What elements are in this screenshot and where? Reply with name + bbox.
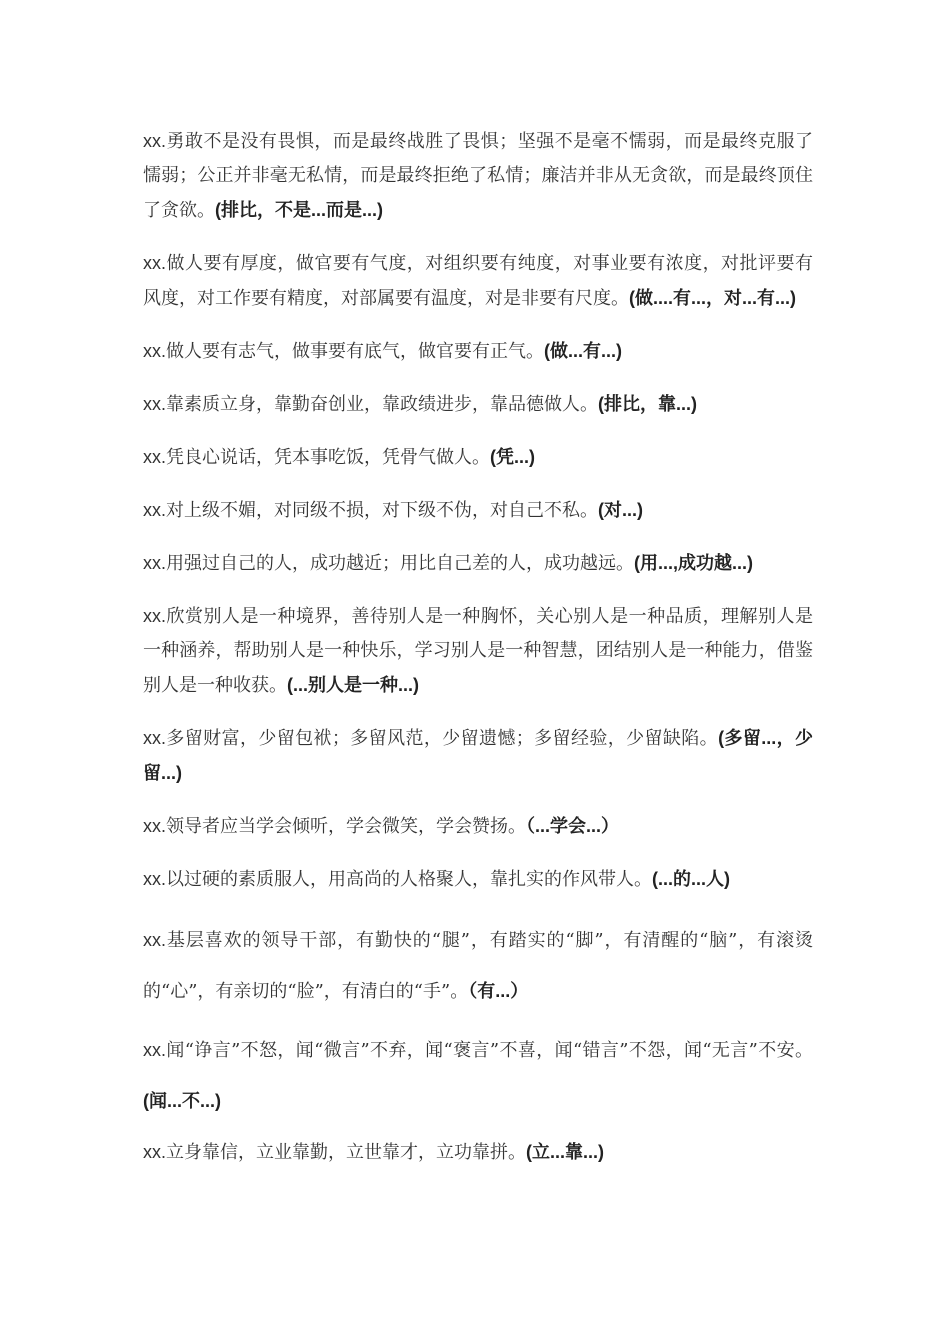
item-number: xx.: [143, 447, 167, 467]
item-pattern-tag: (多留...，少留...): [143, 728, 814, 783]
item-text: 闻“诤言”不怒，闻“微言”不弃，闻“褒言”不喜，闻“错言”不怨，闻“无言”不安。: [166, 1040, 813, 1061]
paragraph-5: [143, 440, 813, 475]
item-pattern-tag: (用...,成功越...): [634, 553, 754, 573]
paragraph-9: [143, 721, 813, 791]
item-number: xx.: [143, 341, 167, 361]
item-pattern-tag: (排比，靠...): [598, 394, 698, 414]
paragraph-10: [143, 809, 813, 844]
item-number: xx.: [143, 553, 167, 573]
item-number: xx.: [143, 869, 167, 889]
document-body: [143, 124, 813, 1188]
item-text: 做人要有志气，做事要有底气，做官要有正气。: [166, 341, 545, 362]
item-pattern-tag: (做....有...，对...有...): [629, 288, 797, 308]
item-text: 靠素质立身，靠勤奋创业，靠政绩进步，靠品德做人。: [166, 394, 599, 415]
paragraph-7: [143, 546, 813, 581]
item-number: xx.: [143, 930, 167, 950]
item-number: xx.: [143, 816, 167, 836]
item-number: xx.: [143, 500, 167, 520]
item-pattern-tag: （...学会...）: [526, 816, 620, 836]
item-text: 欣赏别人是一种境界，善待别人是一种胸怀，关心别人是一种品质，理解别人是一种涵养，帮助别人是一种快乐，学习别人是一种智慧，团结别人是一种能力，借鉴别人是一种收获。: [143, 606, 813, 696]
item-number: xx.: [143, 394, 167, 414]
paragraph-4: [143, 387, 813, 422]
item-pattern-tag: (闻...不...): [143, 1091, 221, 1111]
item-text: 对上级不媚，对同级不损，对下级不伪，对自己不私。: [166, 500, 599, 521]
item-text: 勇敢不是没有畏惧，而是最终战胜了畏惧；坚强不是毫不懦弱，而是最终克服了懦弱；公正并非毫无私情，而是最终拒绝了私情；廉洁并非从无贪欲，而是最终顶住了贪欲。: [143, 131, 813, 221]
item-pattern-tag: (排比，不是...而是...): [215, 200, 383, 220]
item-number: xx.: [143, 606, 167, 626]
item-text: 凭良心说话，凭本事吃饭，凭骨气做人。: [166, 447, 491, 468]
item-text: 多留财富，少留包袱；多留风范，少留遗憾；多留经验，少留缺陷。: [166, 728, 719, 749]
item-pattern-tag: (做...有...): [544, 341, 623, 361]
paragraph-2: [143, 246, 813, 316]
paragraph-1: [143, 124, 813, 228]
item-pattern-tag: (...别人是一种...): [287, 675, 419, 695]
item-text: 以过硬的素质服人，用高尚的人格聚人，靠扎实的作风带人。: [166, 869, 653, 890]
paragraph-6: [143, 493, 813, 528]
item-pattern-tag: (立...靠...): [526, 1142, 605, 1162]
paragraph-11: [143, 862, 813, 897]
item-pattern-tag: (凭...): [490, 447, 536, 467]
item-text: 领导者应当学会倾听，学会微笑，学会赞扬。: [166, 816, 527, 837]
item-number: xx.: [143, 1142, 167, 1162]
item-number: xx.: [143, 131, 167, 151]
paragraph-8: [143, 599, 813, 703]
paragraph-12: [143, 915, 813, 1017]
item-number: xx.: [143, 1040, 167, 1060]
item-text: 做人要有厚度，做官要有气度，对组织要有纯度，对事业要有浓度，对批评要有风度，对工作要有精度，对部属要有温度，对是非要有尺度。: [143, 253, 813, 309]
item-number: xx.: [143, 253, 167, 273]
paragraph-3: [143, 334, 813, 369]
item-text: 基层喜欢的领导干部，有勤快的“腿”，有踏实的“脚”，有清醒的“脑”，有滚烫的“心”，有亲切的“脸”，有清白的“手”。: [143, 930, 813, 1002]
item-text: 用强过自己的人，成功越近；用比自己差的人，成功越远。: [166, 553, 635, 574]
item-pattern-tag: （有...）: [468, 981, 529, 1001]
item-pattern-tag: (...的...人): [652, 869, 731, 889]
item-pattern-tag: (对...): [598, 500, 644, 520]
paragraph-13: [143, 1025, 813, 1127]
paragraph-14: [143, 1135, 813, 1170]
item-text: 立身靠信，立业靠勤，立世靠才，立功靠拼。: [166, 1142, 527, 1163]
item-number: xx.: [143, 728, 167, 748]
